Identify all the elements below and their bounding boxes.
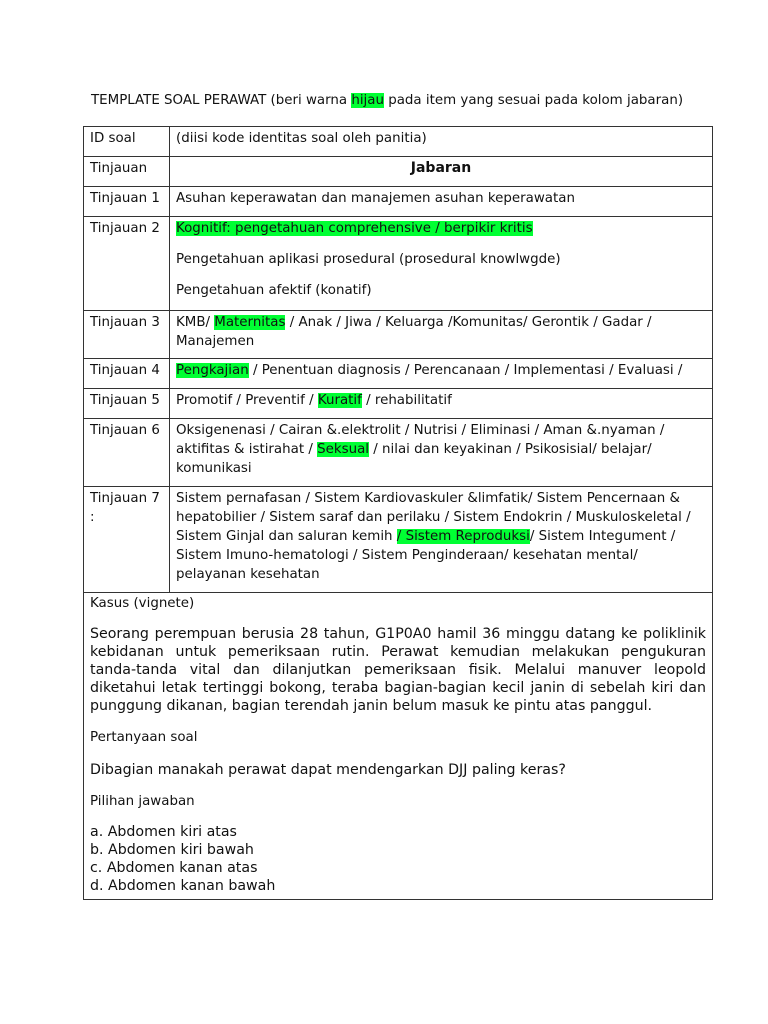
tinjauan-7-row — [84, 487, 713, 593]
tinjauan-7-text-1: Sistem pernafasan / Sistem Kardiovaskuler &limfatik/ Sistem Pencernaan & hepatobilier / Sistem saraf dan perilaku / Sistem Endokrin / Muskuloskeletal / Sistem Ginjal dan saluran kemih — [176, 491, 691, 544]
tinjauan-4-value — [170, 359, 713, 389]
tinjauan-2-item-2: Pengetahuan aplikasi prosedural (prosedural knowlwgde) — [176, 252, 561, 267]
case-cell — [84, 593, 713, 900]
header-text-after: pada item yang sesuai pada kolom jabaran) — [383, 93, 684, 108]
tinjauan-header: Tinjauan — [84, 157, 170, 187]
tinjauan-6-text-1: Oksigenenasi / Cairan &.elektrolit / Nutrisi / Eliminasi / Aman &.nyaman / aktifitas & istirahat / — [176, 423, 665, 457]
tinjauan-6-text-2: / nilai dan keyakinan / Psikosisial/ belajar/ komunikasi — [176, 442, 652, 476]
tinjauan-2-row — [84, 217, 713, 311]
jabaran-header: Jabaran — [170, 157, 713, 187]
tinjauan-5-row — [84, 389, 713, 419]
id-label: ID soal — [84, 127, 170, 157]
tinjauan-6-value — [170, 419, 713, 487]
tinjauan-4-text: / Penentuan diagnosis / Perencanaan / Implementasi / Evaluasi / — [248, 363, 683, 378]
tinjauan-5-value — [170, 389, 713, 419]
tinjauan-5-text-2: / rehabilitatif — [361, 393, 452, 408]
tinjauan-7-value — [170, 487, 713, 593]
option-a: a. Abdomen kiri atas — [90, 824, 237, 840]
tinjauan-7-highlight: / Sistem Reproduksi — [396, 529, 530, 544]
option-d: d. Abdomen kanan bawah — [90, 878, 276, 894]
tinjauan-2-label: Tinjauan 2 — [84, 217, 170, 311]
tinjauan-3-highlight: Maternitas — [214, 315, 286, 330]
options-heading: Pilihan jawaban — [90, 794, 195, 809]
tinjauan-1-row — [84, 187, 713, 217]
case-vignette: Seorang perempuan berusia 28 tahun, G1P0A0 hamil 36 minggu datang ke poliklinik kebidanan untuk pemeriksaan rutin. Perawat kemudian melakukan pengukuran tanda-tanda vital dan dilanjutkan pemeriksaan fisik. Melalui manuver leopold diketahui letak tertinggi bokong, teraba bagian-bagian kecil janin di sebelah kiri dan punggung dikanan, bagian terendah janin belum masuk ke pintu atas panggul. — [90, 626, 706, 714]
option-b: b. Abdomen kiri bawah — [90, 842, 254, 858]
tinjauan-3-row — [84, 311, 713, 359]
question-template-table — [83, 126, 713, 900]
tinjauan-1-label: Tinjauan 1 — [84, 187, 170, 217]
tinjauan-5-highlight: Kuratif — [317, 393, 362, 408]
tinjauan-1-value: Asuhan keperawatan dan manajemen asuhan keperawatan — [170, 187, 713, 217]
tinjauan-6-highlight: Seksual — [317, 442, 369, 457]
header-text-before: TEMPLATE SOAL PERAWAT (beri warna — [91, 93, 352, 108]
page-header — [91, 92, 691, 109]
case-row — [84, 593, 713, 900]
tinjauan-3-text-1: KMB/ — [176, 315, 215, 330]
case-heading: Kasus (vignete) — [90, 596, 195, 611]
tinjauan-5-label: Tinjauan 5 — [84, 389, 170, 419]
tinjauan-4-label: Tinjauan 4 — [84, 359, 170, 389]
tinjauan-2-item-1: Kognitif: pengetahuan comprehensive / berpikir kritis — [176, 221, 533, 236]
tinjauan-2-item-3: Pengetahuan afektif (konatif) — [176, 283, 372, 298]
tinjauan-7-label: Tinjauan 7 : — [84, 487, 170, 593]
tinjauan-3-text-2: / Anak / Jiwa / Keluarga /Komunitas/ Gerontik / Gadar / Manajemen — [176, 315, 652, 349]
header-highlight-word: hijau — [351, 93, 384, 108]
id-value: (diisi kode identitas soal oleh panitia) — [170, 127, 713, 157]
tinjauan-4-row — [84, 359, 713, 389]
tinjauan-4-highlight: Pengkajian — [176, 363, 249, 378]
question-text: Dibagian manakah perawat dapat mendengarkan DJJ paling keras? — [90, 762, 566, 778]
tinjauan-5-text-1: Promotif / Preventif / — [176, 393, 318, 408]
tinjauan-2-value — [170, 217, 713, 311]
tinjauan-3-value — [170, 311, 713, 359]
tinjauan-3-label: Tinjauan 3 — [84, 311, 170, 359]
title-row — [84, 157, 713, 187]
tinjauan-7-text-2: / Sistem Integument / Sistem Imuno-hematologi / Sistem Penginderaan/ kesehatan mental/ pelayanan kesehatan — [176, 529, 676, 582]
option-c: c. Abdomen kanan atas — [90, 860, 258, 876]
id-row — [84, 127, 713, 157]
tinjauan-6-label: Tinjauan 6 — [84, 419, 170, 487]
tinjauan-6-row — [84, 419, 713, 487]
question-heading: Pertanyaan soal — [90, 730, 198, 745]
